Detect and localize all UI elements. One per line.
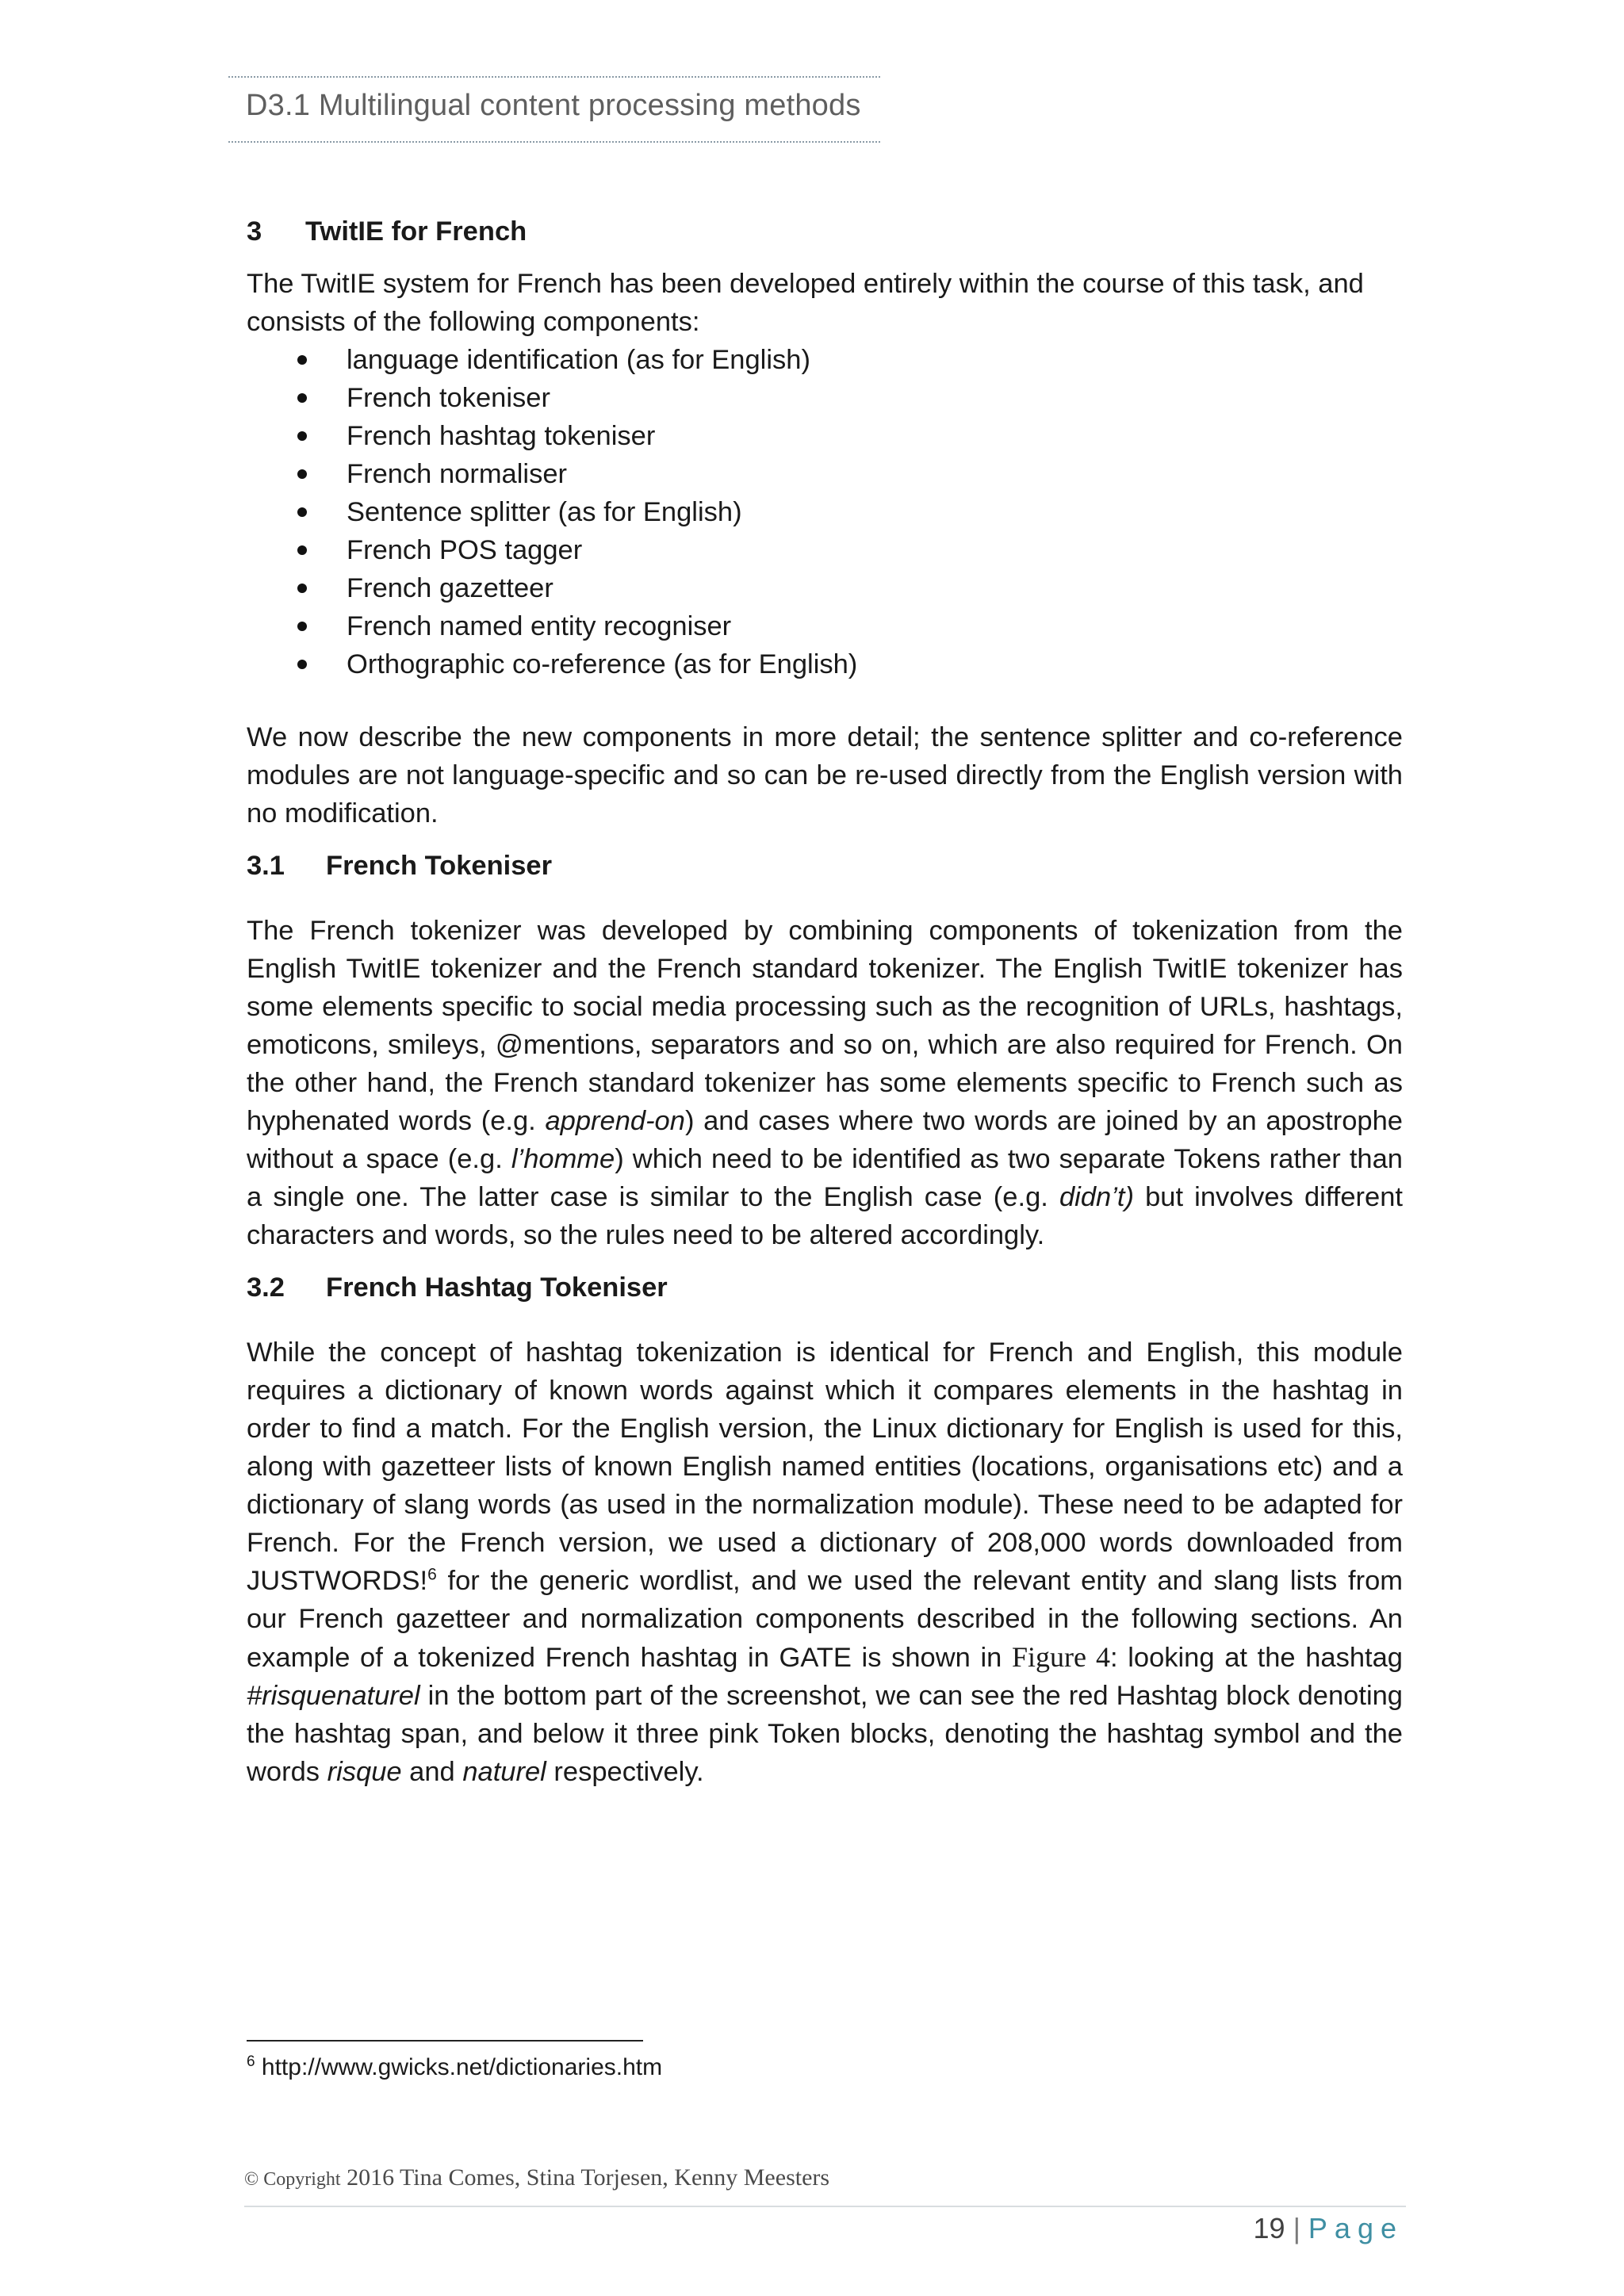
list-item: [247, 607, 1403, 645]
section-3-1-title: French Tokeniser: [326, 851, 553, 881]
footnote-mark: 6: [247, 2053, 255, 2070]
bullet-icon: [297, 660, 307, 669]
example-didnt: didn’t): [1059, 1182, 1134, 1212]
example-apprend-on: apprend-on: [545, 1106, 685, 1136]
example-lhomme: l’homme: [511, 1144, 615, 1174]
footnote-url[interactable]: http://www.gwicks.net/dictionaries.htm: [255, 2054, 663, 2080]
list-item-text: French gazetteer: [347, 573, 553, 603]
list-item-text: French POS tagger: [347, 535, 583, 565]
footnote-reference[interactable]: 6: [427, 1565, 437, 1584]
section-3-title: TwitIE for French: [305, 216, 527, 247]
section-3-number: 3: [247, 216, 262, 247]
section-3-1-heading: [247, 847, 1403, 885]
list-item-text: French hashtag tokeniser: [347, 421, 656, 451]
list-item: [247, 379, 1403, 417]
footnote-rule: [247, 2040, 643, 2042]
page-label: Page: [1308, 2212, 1404, 2244]
list-item: [247, 645, 1403, 683]
section-3-after-list: We now describe the new components in more detail; the sentence splitter and co-reference modules are not language-specific and so can be re-used directly from the English version with no modification.: [247, 722, 1403, 828]
section-3-2-title: French Hashtag Tokeniser: [326, 1272, 668, 1303]
running-header: D3.1 Multilingual content processing methods: [246, 89, 861, 122]
list-item: [247, 569, 1403, 607]
section-3-1-number: 3.1: [247, 851, 285, 881]
list-item-text: Orthographic co-reference (as for English): [347, 649, 858, 679]
copyright-line: © Copyright 2016 Tina Comes, Stina Torjesen, Kenny Meesters: [244, 2164, 830, 2191]
list-item: [247, 531, 1403, 569]
section-3-heading: [247, 212, 1403, 251]
list-item-text: French tokeniser: [347, 383, 550, 413]
bullet-icon: [297, 507, 307, 517]
section-3-2-number: 3.2: [247, 1272, 285, 1303]
bullet-icon: [297, 431, 307, 441]
page-separator: |: [1293, 2212, 1300, 2244]
components-list: [247, 341, 1403, 683]
list-item-text: French named entity recogniser: [347, 611, 732, 641]
list-item: [247, 417, 1403, 455]
list-item: [247, 341, 1403, 379]
footnote: [247, 2052, 662, 2084]
bullet-icon: [297, 393, 307, 403]
list-item-text: Sentence splitter (as for English): [347, 497, 742, 527]
section-3-2-heading: [247, 1269, 1403, 1307]
main-content: [247, 212, 1403, 1791]
bullet-icon: [297, 545, 307, 555]
copyright-symbol: ©: [244, 2169, 259, 2190]
page-number-value: 19: [1253, 2212, 1285, 2244]
word-risque: risque: [327, 1757, 402, 1787]
section-3-intro: The TwitIE system for French has been developed entirely within the course of this task, and consists of the following components:: [247, 269, 1364, 337]
bullet-icon: [297, 584, 307, 593]
footer-rule: [244, 2206, 1406, 2207]
header-top-rule: [228, 76, 880, 78]
figure-reference[interactable]: Figure 4: [1011, 1641, 1110, 1673]
list-item-text: French normaliser: [347, 459, 568, 489]
header-bottom-rule: [228, 141, 880, 143]
section-3-1-paragraph: The French tokenizer was developed by combining components of tokenization from the English TwitIE tokenizer and the French standard tokenizer. The English TwitIE tokenizer has some elements specific to social media processing such as the recognition of URLs, hashtags, emoticons, smileys, @mentions, separators and so on, which are also required for French. On the other hand, the French standard tokenizer has some elements specific to French such as hyphenated words (e.g. apprend-on) and cases where two words are joined by an apostrophe without a space (e.g. l’homme) which need to be identified as two separate Tokens rather than a single one. The latter case is similar to the English case (e.g. didn’t) but involves different characters and words, so the rules need to be altered accordingly.: [247, 916, 1403, 1250]
bullet-icon: [297, 469, 307, 479]
list-item: [247, 455, 1403, 493]
section-3-2-paragraph: While the concept of hashtag tokenization is identical for French and English, this module requires a dictionary of known words against which it compares elements in the hashtag in order to find a match. For the English version, the Linux dictionary for English is used for this, along with gazetteer lists of known English named entities (locations, organisations etc) and a dictionary of slang words (as used in the normalization module). These need to be adapted for French. For the French version, we used a dictionary of 208,000 words downloaded from JUSTWORDS!$^6$ for the generic wordlist, and we used the relevant entity and slang lists from our French gazetteer and normalization components described in the following sections. An example of a tokenized French hashtag in GATE is shown in Figure 4: looking at the hashtag #risquenaturel in the bottom part of the screenshot, we can see the red Hashtag block denoting the hashtag span, and below it three pink Token blocks, denoting the hashtag symbol and the words risque and naturel respectively.: [247, 1337, 1403, 1787]
hashtag-example: #risquenaturel: [247, 1681, 420, 1711]
bullet-icon: [297, 622, 307, 631]
page-number: [1254, 2212, 1404, 2245]
list-item-text: language identification (as for English): [347, 345, 810, 375]
word-naturel: naturel: [462, 1757, 546, 1787]
bullet-icon: [297, 355, 307, 365]
list-item: [247, 493, 1403, 531]
